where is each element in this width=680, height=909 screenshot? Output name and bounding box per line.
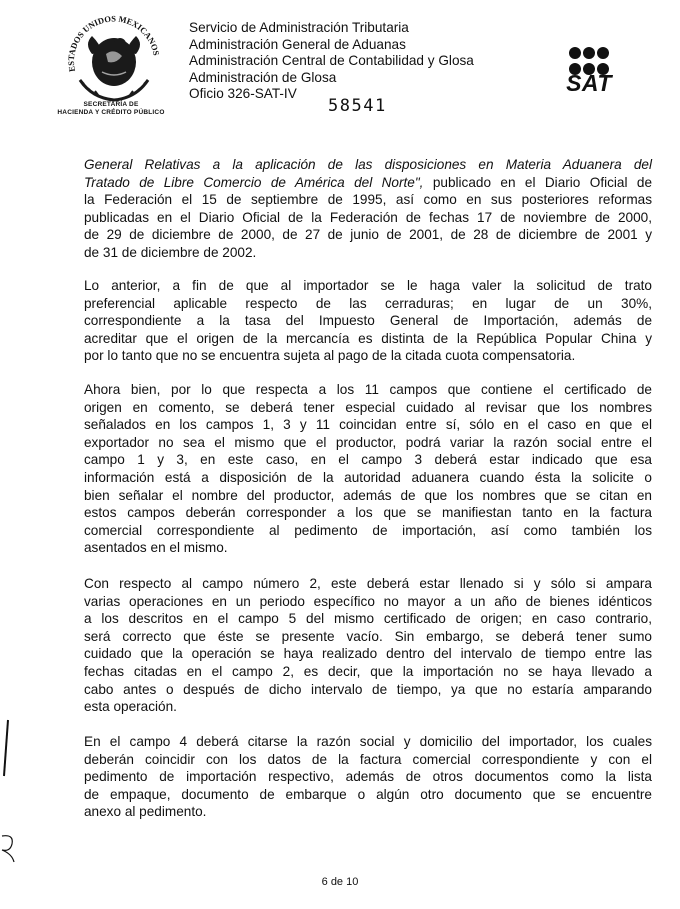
stamp-number: 58541 [328, 96, 387, 116]
letterhead [189, 20, 474, 103]
paragraph-4 [84, 575, 652, 716]
paragraph-line: de 31 de diciembre de 2002. [84, 244, 257, 260]
paragraph-line: señalados en los campos 1, 3 y 11 coincidan entre sí, sólo en el caso en que el [84, 417, 652, 433]
paragraph-line: la Federación el 15 de septiembre de 1995, así como en sus posteriores reformas [84, 192, 652, 208]
paragraph-3 [84, 381, 652, 557]
paragraph-line: exportador no sea el mismo que el productor, podrá variar la razón social entre el [84, 434, 652, 450]
paragraph-line: asentados en el mismo. [84, 540, 228, 556]
paragraph-line: campo 1 y 3, en este caso, en el campo 3 deberá estar indicado que esa [84, 452, 652, 468]
paragraph-line: de empaque, documento de embarque o algún otro documento que se encuentre [84, 786, 652, 802]
mexican-coat-of-arms-seal [62, 14, 166, 106]
paragraph-line: cuidado que la operación se haya realizado dentro del intervalo de tiempo entre las [84, 646, 652, 662]
paragraph-line: bien señalar el nombre del productor, además de que los nombres que se citan en [84, 487, 652, 503]
paragraph-line-mixed: Tratado de Libre Comercio de América del Norte", publicado en el Diario Oficial de [84, 174, 653, 190]
sat-logo-text: SAT [566, 70, 612, 96]
page-number: 6 de 10 [321, 876, 359, 888]
seal-caption-line-1: SECRETARÍA DE [83, 101, 139, 108]
paragraph-line: de 29 de diciembre de 2000, de 27 de junio de 2001, de 28 de diciembre de 2001 y [84, 227, 652, 243]
paragraph-line: deberán coincidir con los datos de la factura comercial correspondiente y con el [84, 751, 652, 767]
seal-ring-text: ESTADOS UNIDOS MEXICANOS [65, 14, 162, 73]
paragraph-line: Lo anterior, a fin de que al importador se le haga valer la solicitud de trato [84, 278, 652, 293]
paragraph-line: acreditar que el origen de la mercancía es distinta de la República Popular China y [84, 330, 652, 346]
paragraph-line: estos campos deberán corresponder a los que se manifiestan tanto en la factura [84, 505, 652, 521]
seal-caption [38, 101, 184, 117]
paragraph-line: comercial correspondiente al pedimento de importación, así como también los [84, 522, 652, 538]
margin-pen-stroke [0, 718, 14, 778]
paragraph-line: preferencial aplicable respecto de las cerraduras; en lugar de un 30%, [84, 295, 652, 311]
paragraph-line: correspondiente a la tasa del Impuesto General de Importación, además de [84, 313, 652, 329]
paragraph-line: fechas citadas en el campo 2, es decir, que la importación no se haya llevado a [84, 663, 652, 679]
paragraph-line: información está a disposición de la autoridad aduanera cuando ésta la solicite o [84, 469, 652, 485]
paragraph-line: General Relativas a la aplicación de las disposiciones en Materia Aduanera del [84, 157, 652, 172]
paragraph-line: esta operación. [84, 699, 177, 715]
paragraph-line: origen en comento, se deberá tener especial cuidado al revisar que los nombres [84, 399, 652, 415]
letterhead-line: Oficio 326-SAT-IV [189, 86, 297, 102]
letterhead-line: Administración de Glosa [189, 69, 337, 85]
paragraph-line: varias operaciones en un periodo específico no mayor a un año de bienes idénticos [84, 593, 652, 609]
letterhead-line: Administración General de Aduanas [189, 36, 406, 52]
paragraph-line: En el campo 4 deberá citarse la razón social y domicilio del importador, los cuales [84, 734, 652, 749]
paragraph-line: Con respecto al campo número 2, este deberá estar llenado si y sólo si ampara [84, 576, 652, 591]
paragraph-line: pedimento de importación respectivo, además de otros documentos como la lista [84, 769, 652, 785]
letterhead-line: Servicio de Administración Tributaria [189, 20, 409, 35]
paragraph-line: publicadas en el Diario Oficial de la Federación de fechas 17 de noviembre de 2000, [84, 209, 652, 225]
paragraph-1 [84, 156, 652, 262]
paragraph-5 [84, 733, 652, 821]
seal-caption-line-2: HACIENDA Y CRÉDITO PÚBLICO [57, 109, 165, 116]
margin-initials-mark [0, 830, 18, 866]
paragraph-2 [84, 277, 652, 365]
paragraph-line: Ahora bien, por lo que respecta a los 11 campos que contiene el certificado de [84, 382, 652, 397]
paragraph-line: será correcto que éste se presente vacío. Sin embargo, se deberá tener sumo [84, 628, 652, 644]
paragraph-line: por lo tanto que no se encuentra sujeta al pago de la citada cuota compensatoria. [84, 348, 576, 364]
paragraph-line: anexo al pedimento. [84, 804, 207, 820]
letterhead-line: Administración Central de Contabilidad y Glosa [189, 53, 474, 69]
paragraph-line: a los descritos en el campo 5 del mismo certificado de origen; en caso contrario, [84, 611, 652, 627]
paragraph-line: cabo antes o después de dicho intervalo de tiempo, ya que no estaría amparando [84, 681, 652, 697]
